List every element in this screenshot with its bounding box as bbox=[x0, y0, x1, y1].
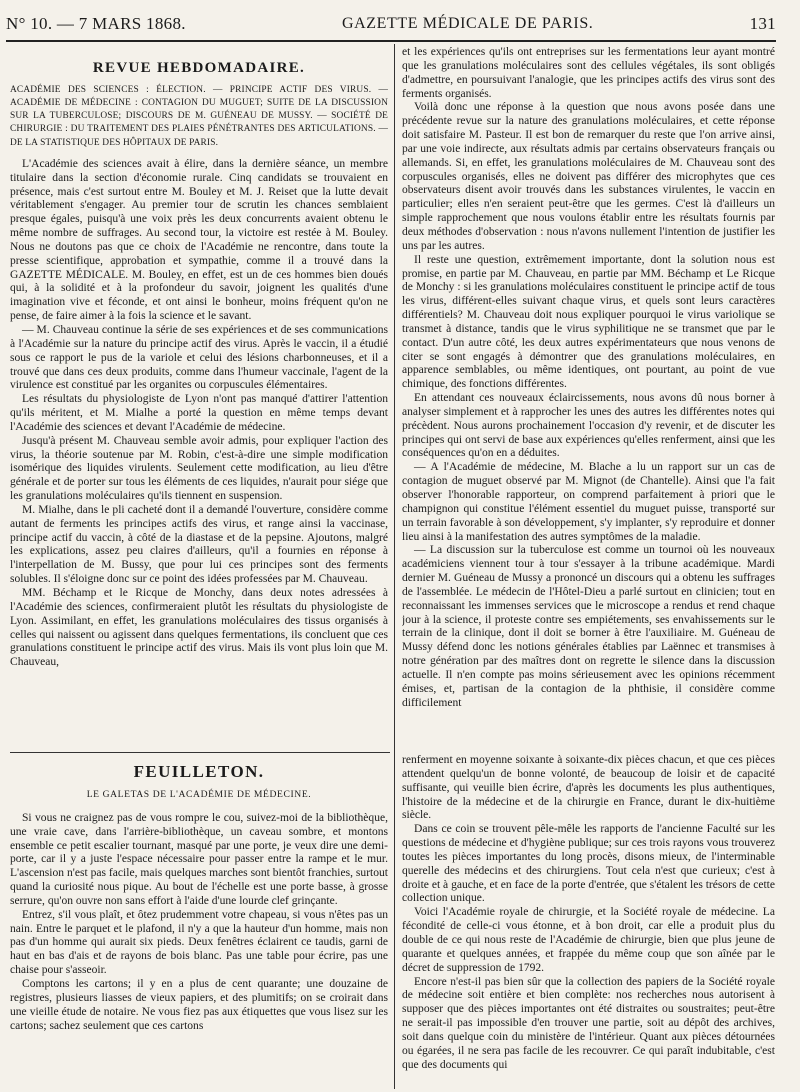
feuilleton-left-column bbox=[10, 788, 388, 1088]
paragraph: et les expériences qu'ils ont entreprises sur les fermentations leur ayant montré que les granulations moléculaires sont des cellules végétales, ils sont obligés d'admettre, en poursuivant l'analogie, que les principes actifs des virus sont des ferments organisés. bbox=[402, 46, 775, 100]
feuilleton-title: FEUILLETON. bbox=[133, 762, 265, 781]
paragraph: Jusqu'à présent M. Chauveau semble avoir admis, pour expliquer l'action des virus, la théorie soutenue par M. Robin, c'est-à-dire une simple modification isomérique des liquides virulents. Seulement cette modification, au lieu d'être générale et de porter sur tous les éléments de ces liquides, n'aurait pour siége que les granulations moléculaires qu'ils tiennent en suspension. bbox=[10, 434, 388, 503]
revue-left-column bbox=[10, 62, 388, 748]
journal-title: GAZETTE MÉDICALE DE PARIS. bbox=[341, 15, 594, 32]
paragraph: — M. Chauveau continue la série de ses expériences et de ses communications à l'Académie sur la nature du principe actif des virus. Après le vaccin, il a étudié sous ce rapport le pus de la variole et celui des lésions charbonneuses, et il a trouvé que dans ces deux produits, comme dans l'humeur vaccinale, l'agent de la virulence est constitué par les organites ou corpuscules élémentaires. bbox=[10, 323, 388, 392]
feuilleton-divider bbox=[10, 752, 390, 753]
revue-summary: ACADÉMIE DES SCIENCES : ÉLECTION. — PRINCIPE ACTIF DES VIRUS. — ACADÉMIE DE MÉDECINE : CONTAGION DU MUGUET; SUITE DE LA DISCUSSION SUR LA TUBERCULOSE; DISCOURS DE M. GUÉNEAU DE MUSSY. — SOCIÉTÉ DE CHIRURGIE : DU TRAITEMENT DES PLAIES PÉNÉTRANTES DES ARTICULATIONS. — DE LA STATISTIQUE DES HÔPITAUX DE PARIS. bbox=[10, 84, 388, 148]
paragraph: — A l'Académie de médecine, M. Blache a lu un rapport sur un cas de contagion de muguet observé par M. Mignot (de Chantelle). Ainsi que l'a fait observer l'honorable rapporteur, on comprend parfaitement à priori que le champignon qui constitue l'élément essentiel du muguet puisse, transporté sur un terrain favorable à son développement, s'y implanter, s'y reproduire et donner lieu ainsi à la manifestation des autres symptômes de la maladie. bbox=[402, 461, 775, 543]
paragraph: En attendant ces nouveaux éclaircissements, nous avons dû nous borner à analyser simplement et à rapprocher les unes des autres les différentes notes qui précèdent. Nous aurons prochainement l'occasion d'y revenir, et de discuter les principes qui ont servi de base aux expériences qu'elles renferment, ainsi que les conséquences qu'on en a déduites. bbox=[402, 392, 775, 460]
paragraph: — La discussion sur la tuberculose est comme un tournoi où les nouveaux académiciens viennent tour à tour s'essayer à la tribune académique. Mardi dernier M. Guéneau de Mussy a prononcé un discours qui a obtenu les suffrages de l'assemblée. Le médecin de l'Hôtel-Dieu a parlé surtout en clinicien; tout en reconnaissant les immenses services que le microscope a rendus et rend chaque jour à la science, il proteste contre ses empiétements, ses envahissements sur le terrain de la clinique, dont il doit se borner à être l'auxiliaire. M. Guéneau de Mussy défend donc les notions générales établies par Laënnec et transmises à notre génération par des maîtres dont on regrette le silence dans la discussion actuelle. Il n'en compte pas moins sérieusement avec les opinions récemment émises, et, partisan de la contagion de la phthisie, il considère comme difficilement bbox=[402, 544, 775, 709]
paragraph: Encore n'est-il pas bien sûr que la collection des papiers de la Société royale de médecine soit entière et bien complète: nos recherches nous autorisent à supposer que des pièces importantes ont été distraites ou soustraites; peut-être ne serait-il pas impossible d'en trouver une partie, soit au dépôt des archives, soit dans quelque coin du ministère de l'intérieur. Quant aux pièces détournées ou égarées, il ne sera pas facile de les recouvrer. Ce qui paraît indubitable, c'est que des documents qui bbox=[402, 975, 775, 1071]
paragraph: renferment en moyenne soixante à soixante-dix pièces chacun, et que ces pièces attendent quelqu'un de bonne volonté, de beaucoup de loisir et de capacité suffisante, qui veuille bien écrire, d'après les documents les plus authentiques, l'histoire de la médecine et de la chirurgie en France, durant le dix-huitième siècle. bbox=[402, 754, 775, 822]
revue-right-column bbox=[402, 46, 775, 748]
column-divider bbox=[394, 44, 395, 1089]
header-rule bbox=[6, 40, 776, 42]
paragraph: Si vous ne craignez pas de vous rompre le cou, suivez-moi de la bibliothèque, une vraie cave, dans l'arrière-bibliothèque, un caveau sombre, et montons ensemble ce petit escalier tournant, masqué par une porte, je veux dire une demi-porte, car il y a juste l'espace nécessaire pour passer entre la rampe et le mur. L'ascension n'est pas facile, mais quelques marches sont bientôt franchies, surtout quand la curiosité nous pique. Au bout de l'échelle est une porte basse, à grosse serrure, qu'on ouvre non sans effort à l'aide d'une lourde clef grinçante. bbox=[10, 811, 388, 907]
issue-date: N° 10. — 7 MARS 1868. bbox=[6, 14, 186, 33]
page-number: 131 bbox=[749, 14, 776, 33]
paragraph: Dans ce coin se trouvent pêle-mêle les rapports de l'ancienne Faculté sur les questions de médecine et d'hygiène publique; sur ces trois rayons vous trouverez toutes les pièces importantes du long procès, disons mieux, de l'interminable querelle des médecins et des chirurgiens. Tout cela n'est que curieux; c'est à droite et à gauche, et en face de la porte d'entrée, que s'étalent les trésors de cette collection unique. bbox=[402, 823, 775, 905]
running-head bbox=[6, 12, 776, 36]
paragraph: Il reste une question, extrêmement importante, dont la solution nous est promise, en partie par M. Chauveau, en partie par MM. Béchamp et Le Ricque de Monchy : si les granulations moléculaires constituent le principe actif de tous les virus, différent-elles suivant chaque virus, et quels sont leurs caractères différentiels? M. Chauveau doit nous expliquer pourquoi le virus variolique se transmet à distance, tandis que le virus syphilitique ne se transmet que par le contact. D'un autre côté, les deux autres expérimentateurs que nous venons de citer se sont engagés à démontrer que des granulations moléculaires, en apparence semblables, ou même identiques, ont pourtant, au point de vue chimique, des fonctions différentes. bbox=[402, 253, 775, 391]
feuilleton-right-column bbox=[402, 754, 775, 1088]
paragraph: Les résultats du physiologiste de Lyon n'ont pas manqué d'attirer l'attention qu'ils méritent, et M. Mialhe a porté la question en même temps devant l'Académie des sciences et devant l'Académie de médecine. bbox=[10, 393, 388, 433]
paragraph: Comptons les cartons; il y en a plus de cent quarante; une douzaine de registres, plusieurs liasses de vieux papiers, et des plumitifs; on se croirait dans une vieille étude de notaire. Ne vous fiez pas aux étiquettes que vous lisez sur les cartons; sachez seulement que ces cartons bbox=[10, 977, 388, 1032]
feuilleton-subtitle: LE GALETAS DE L'ACADÉMIE DE MÉDECINE. bbox=[86, 789, 312, 800]
paragraph: L'Académie des sciences avait à élire, dans la dernière séance, un membre titulaire dans la section d'économie rurale. Cinq candidats se trouvaient en présence, mais c'est surtout entre M. Bouley et M. J. Reiset que la lutte devait véritablement s'engager. Au premier tour de scrutin les chances semblaient presque égales, puisqu'à une voix près les deux concurrents avaient obtenu le même nombre de suffrages. Au second tour, la victoire est restée à M. Bouley. Nous ne doutons pas que ce choix de l'Académie ne rencontre, dans toute la presse scientifique, approbation et sympathie, comme il a trouvé dans la GAZETTE MÉDICALE. M. Bouley, en effet, est un de ces hommes bien doués qui, à la solidité et à la profondeur du savoir, joignent les qualités d'une imagination vive et féconde, et ont ainsi le bonheur, moins fréquent qu'on ne pense, de faire aimer à la fois la science et le savant. bbox=[10, 157, 388, 323]
paragraph: Voilà donc une réponse à la question que nous avons posée dans une précédente revue sur la nature des granulations moléculaires, et cette réponse doit satisfaire M. Pasteur. Il est bon de remarquer du reste que l'on arrive ainsi, par une voie indirecte, aux résultats admis par certains observateurs français ou allemands. Si, en effet, les granulations moléculaires de M. Chauveau sont des corpuscules organisés, elles ne doivent pas différer des microphytes que ces observateurs disent avoir trouvés dans les substances virulentes, le vaccin en particulier; elles n'en seraient peut-être que les germes. C'est là d'ailleurs un simple rapprochement que nous voulons établir entre les résultats fournis par deux méthodes d'observation : nous n'avons nullement l'intention de justifier les uns par les autres. bbox=[402, 101, 775, 252]
paragraph: MM. Béchamp et le Ricque de Monchy, dans deux notes adressées à l'Académie des sciences, confirmeraient plutôt les résultats du physiologiste de Lyon. Assimilant, en effet, les granulations moléculaires des tissus organisés à celles qui naissent ou agissent dans quelques fermentations, ils concluent que ces granulations constituent le principe actif des virus. Mais ils vont plus loin que M. Chauveau, bbox=[10, 587, 388, 669]
paragraph: Entrez, s'il vous plaît, et ôtez prudemment votre chapeau, si vous n'êtes pas un nain. Entre le parquet et le plafond, il n'y a que la hauteur d'un homme, mais non pas d'un homme qui aurait six pieds. Deux fenêtres éclairent ce taudis, garni de haut en bas d'ais et de rayons de bois blanc. Pas une table pour écrire, pas une chaise pour s'asseoir. bbox=[10, 908, 388, 977]
paragraph: Voici l'Académie royale de chirurgie, et la Société royale de médecine. La fécondité de celle-ci vous étonne, et à bon droit, car elle a produit plus du double de ce qui nous reste de l'Académie de chirurgie, bien que plus jeune de quarante et quelques années, et frappée du même coup que son aînée par le décret de suppression de 1792. bbox=[402, 906, 775, 974]
revue-title: REVUE HEBDOMADAIRE. bbox=[92, 62, 306, 76]
paragraph: M. Mialhe, dans le pli cacheté dont il a demandé l'ouverture, considère comme autant de ferments les principes actifs des virus, et range ainsi la vaccinase, principe actif du vaccin, à côté de la diastase et de la pepsine. Ajoutons, malgré les explications, assez peu claires d'ailleurs, qu'il a fournies en réponse à l'interpellation de M. Bussy, que pour lui ces principes sont des ferments solubles. Il s'éloigne donc sur ce point des idées professées par M. Chauveau. bbox=[10, 503, 388, 586]
